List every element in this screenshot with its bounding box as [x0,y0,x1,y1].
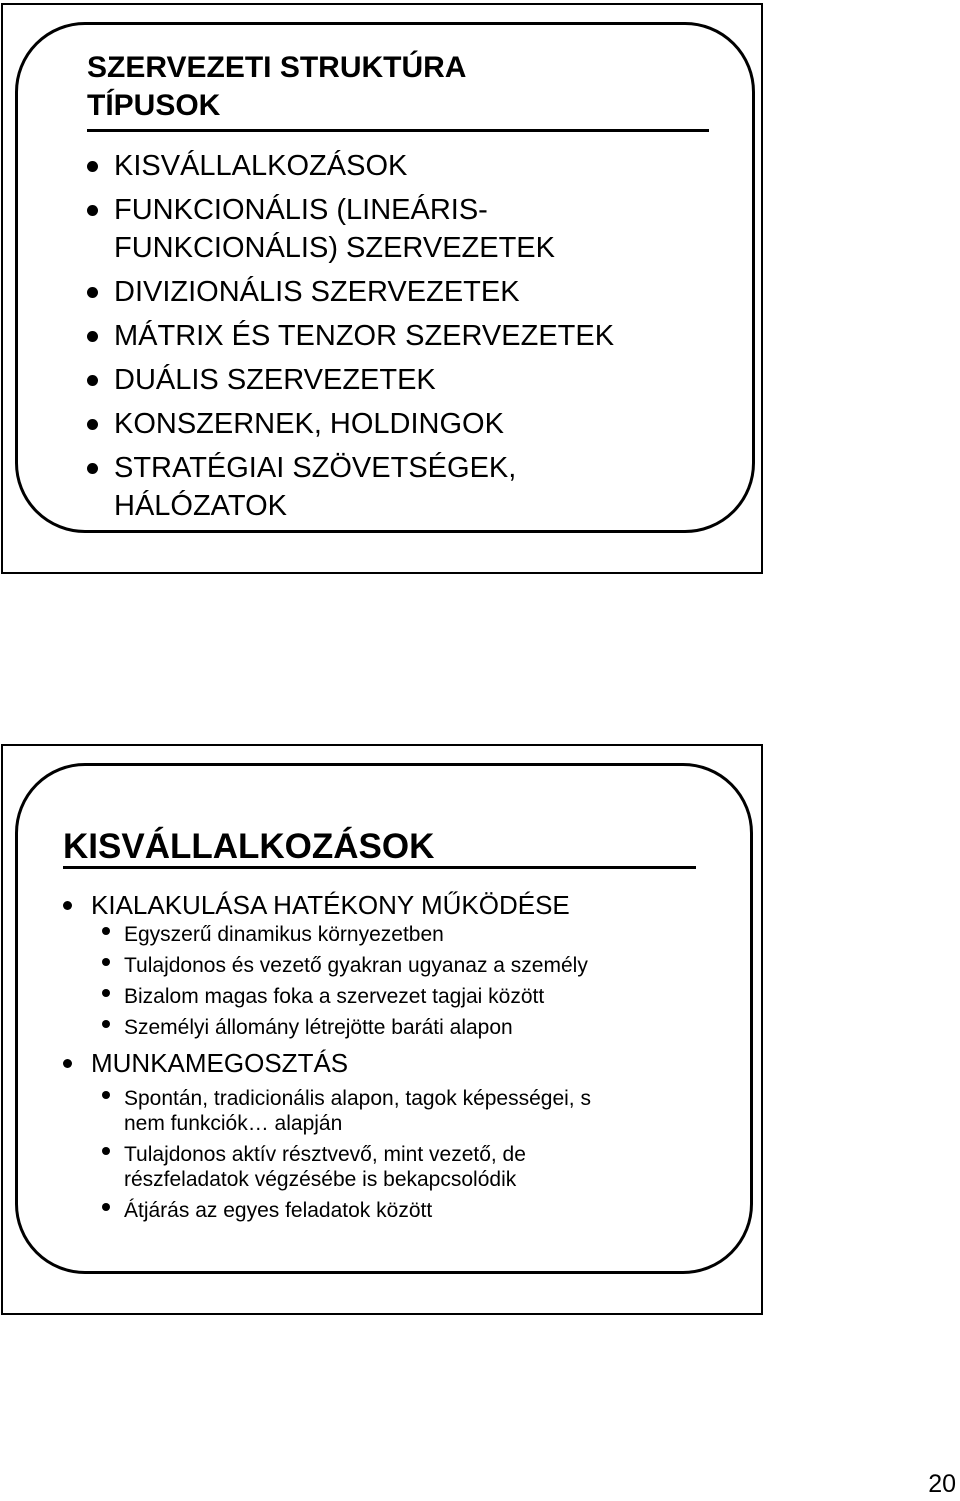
slide-1-title-line-2: TÍPUSOK [87,89,221,122]
slide-2-bullet-list [63,888,723,1229]
slide-1-bullet-item [87,361,727,399]
bullet-dot-icon [63,901,72,910]
sub-bullet-dot-icon [102,1091,110,1099]
bullet-text: STRATÉGIAI SZÖVETSÉGEK, [114,452,517,484]
bullet-dot-icon [87,205,98,216]
slide-1-bullet-item [87,273,727,311]
sub-bullet-item [91,953,723,978]
bullet-text-continued: FUNKCIONÁLIS) SZERVEZETEK [114,232,555,264]
sub-bullet-dot-icon [102,927,110,935]
bullet-text: KONSZERNEK, HOLDINGOK [114,408,504,440]
slide-2-section [63,1046,723,1223]
sub-bullet-dot-icon [102,958,110,966]
sub-bullet-dot-icon [102,989,110,997]
bullet-dot-icon [87,287,98,298]
slide-1-title [87,49,466,125]
slide-1-bullet-list [87,147,727,531]
slide-1-bullet-item [87,449,727,525]
section-heading: MUNKAMEGOSZTÁS [91,1048,349,1078]
bullet-text: DIVIZIONÁLIS SZERVEZETEK [114,276,520,308]
slide-2-title: KISVÁLLALKOZÁSOK [63,827,435,866]
bullet-text: FUNKCIONÁLIS (LINEÁRIS- [114,194,488,226]
slide-1-title-line-1: SZERVEZETI STRUKTÚRA [87,51,467,84]
sub-bullet-text-continued: részfeladatok végzésébe is bekapcsolódik [124,1168,517,1191]
bullet-text-continued: HÁLÓZATOK [114,490,287,522]
slide-2 [1,744,763,1315]
sub-bullet-item [91,1086,723,1136]
sub-bullet-text: Bizalom magas foka a szervezet tagjai között [124,985,545,1008]
bullet-dot-icon [87,419,98,430]
sub-bullet-item [91,1198,723,1223]
sub-bullet-text: Átjárás az egyes feladatok között [124,1199,433,1222]
sub-bullet-text-continued: nem funkciók… alapján [124,1112,343,1135]
slide-1-bullet-item [87,405,727,443]
slide-1-bullet-item [87,147,727,185]
sub-bullet-item [91,984,723,1009]
slide-2-section [63,888,723,1040]
sub-bullet-text: Spontán, tradicionális alapon, tagok képességei, s [124,1087,591,1110]
sub-bullet-text: Tulajdonos és vezető gyakran ugyanaz a személy [124,954,588,977]
slide-1-title-rule [87,129,709,132]
slide-1 [1,3,763,574]
bullet-text: MÁTRIX ÉS TENZOR SZERVEZETEK [114,320,615,352]
bullet-dot-icon [87,161,98,172]
sub-bullet-list [91,1086,723,1223]
sub-bullet-item [91,1142,723,1192]
sub-bullet-item [91,1015,723,1040]
sub-bullet-dot-icon [102,1147,110,1155]
sub-bullet-dot-icon [102,1020,110,1028]
slide-1-bullet-item [87,317,727,355]
sub-bullet-item [91,922,723,947]
bullet-dot-icon [63,1059,72,1068]
bullet-dot-icon [87,375,98,386]
bullet-dot-icon [87,331,98,342]
slide-1-bullet-item [87,191,727,267]
sub-bullet-text: Egyszerű dinamikus környezetben [124,923,444,946]
page-number: 20 [928,1470,956,1498]
bullet-dot-icon [87,463,98,474]
section-heading: KIALAKULÁSA HATÉKONY MŰKÖDÉSE [91,890,570,920]
sub-bullet-text: Tulajdonos aktív résztvevő, mint vezető, de [124,1143,526,1166]
bullet-text: KISVÁLLALKOZÁSOK [114,150,408,182]
sub-bullet-dot-icon [102,1203,110,1211]
sub-bullet-list [91,922,723,1040]
sub-bullet-text: Személyi állomány létrejötte baráti alapon [124,1016,513,1039]
slide-2-title-rule [63,866,696,869]
bullet-text: DUÁLIS SZERVEZETEK [114,364,436,396]
